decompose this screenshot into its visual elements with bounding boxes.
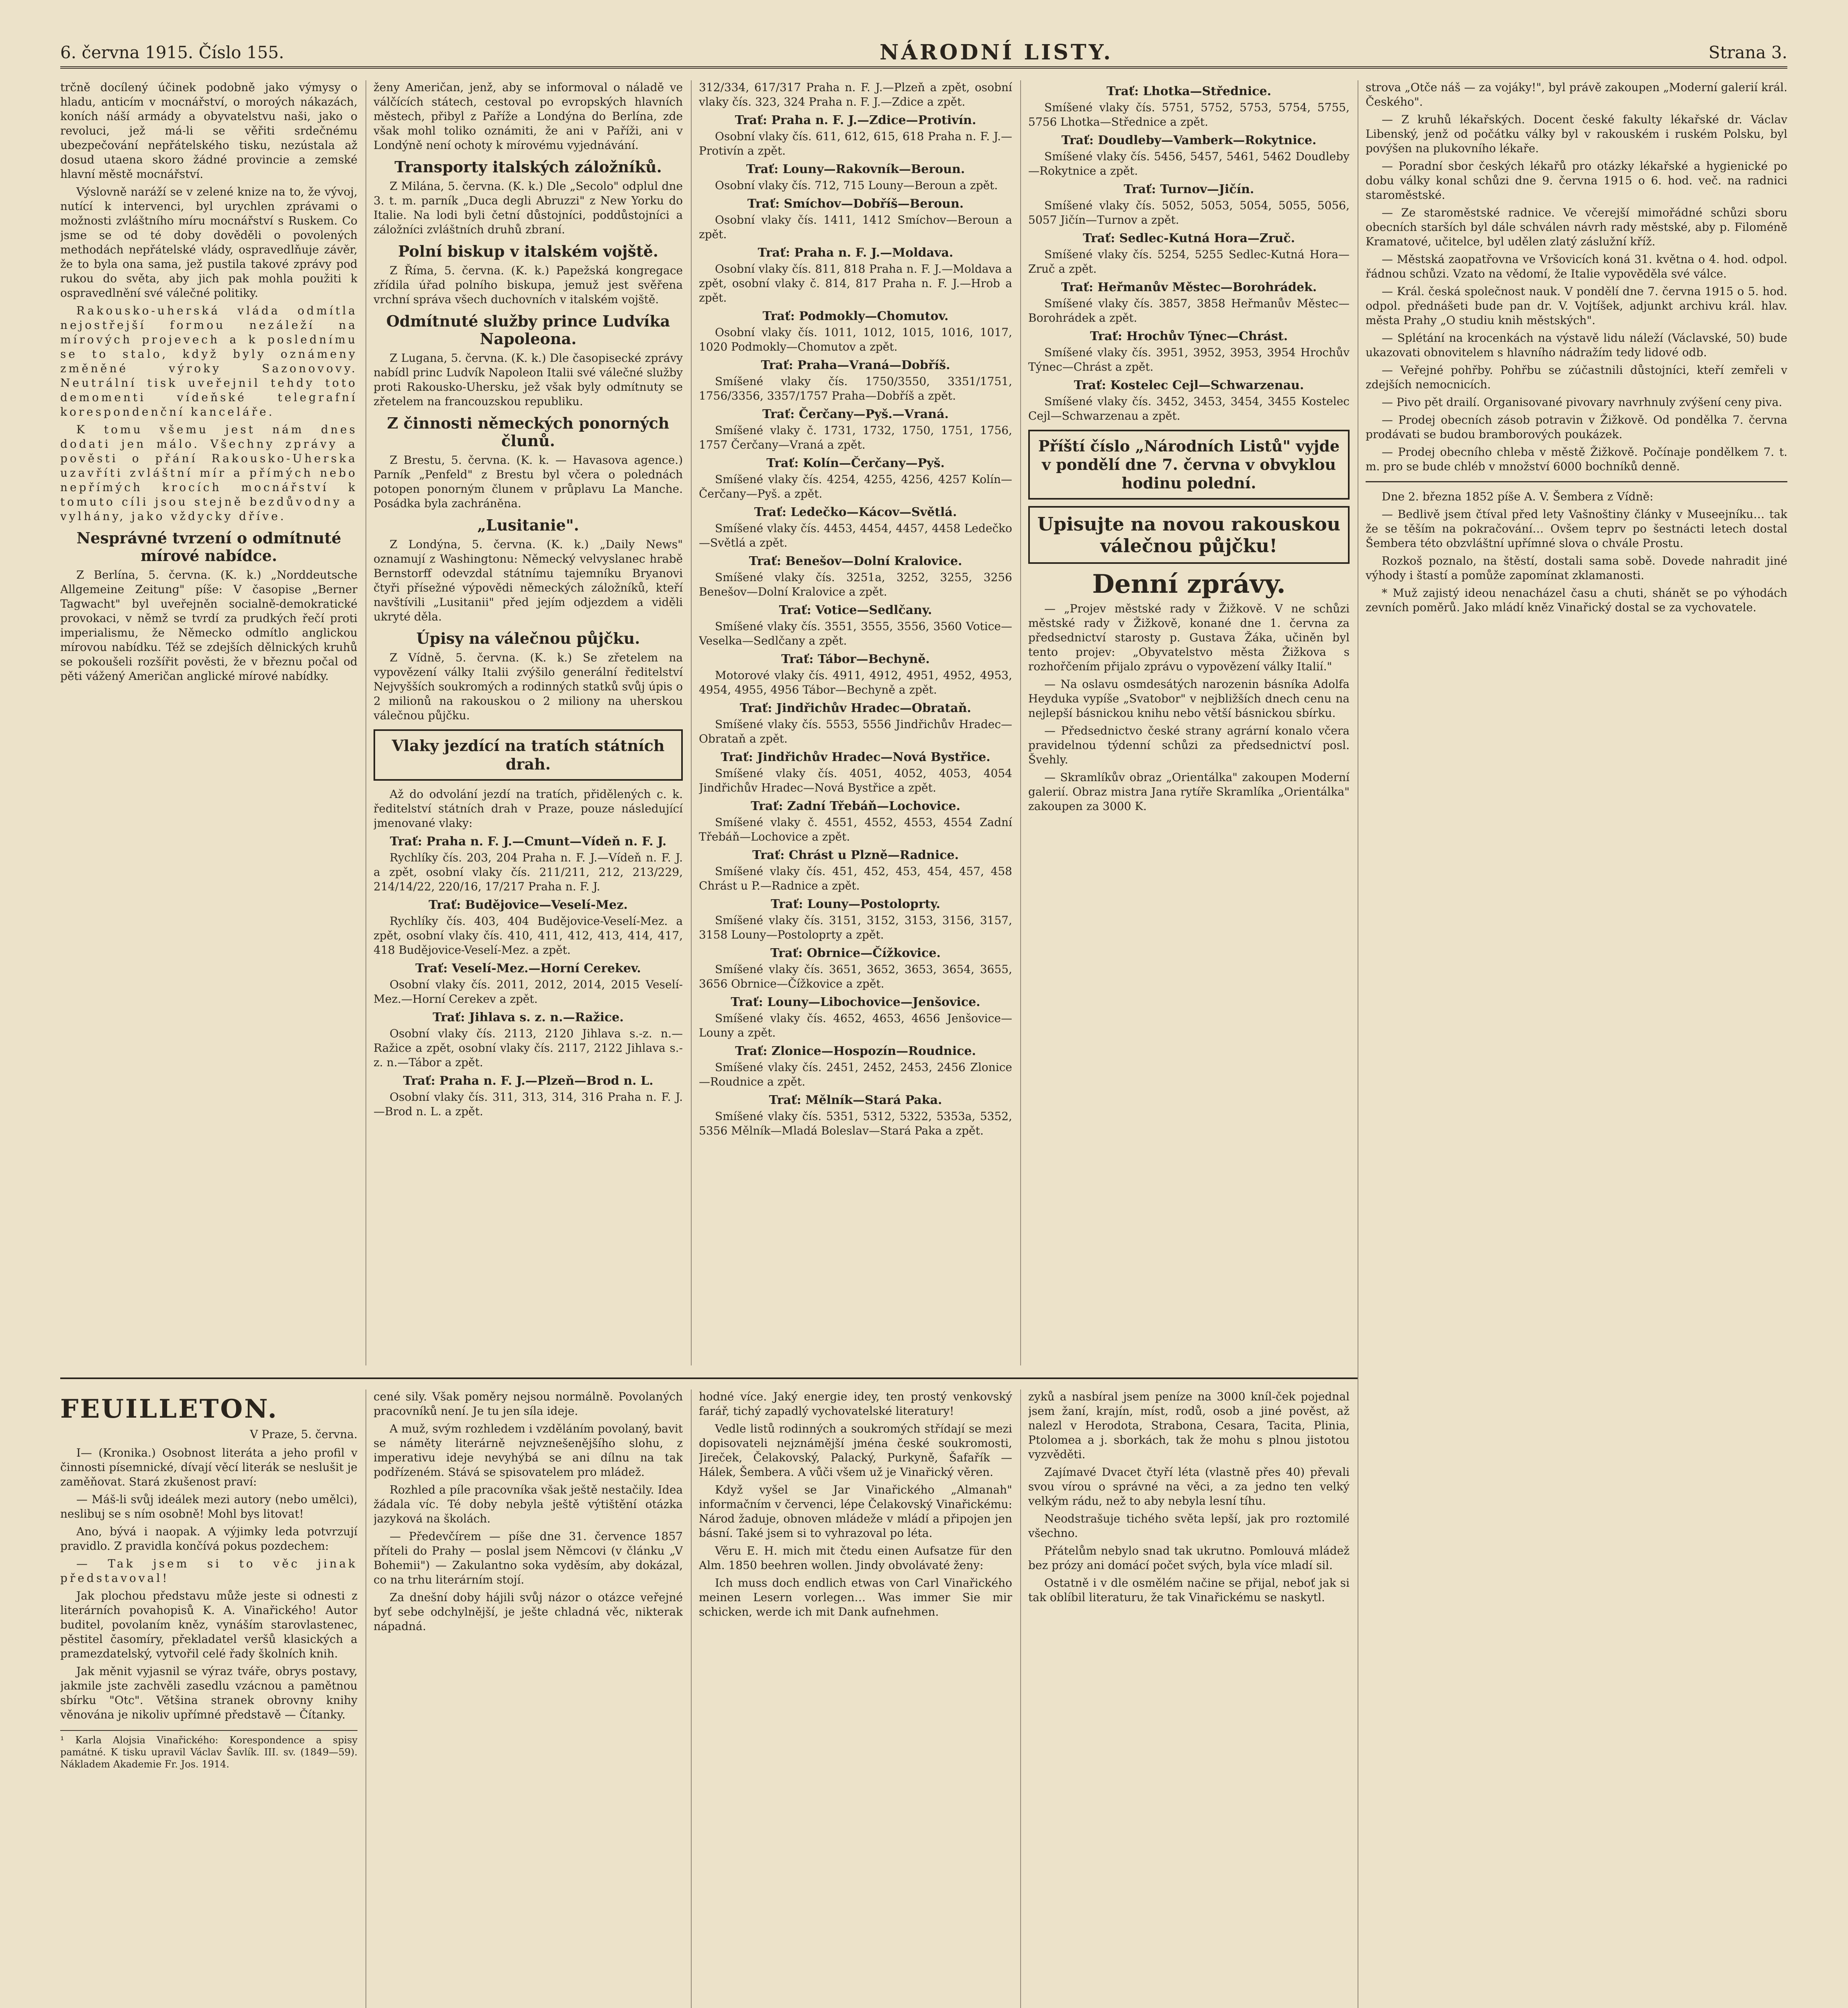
article-heading: Z činnosti německých ponorných člunů. — [387, 414, 670, 450]
route-text: Smíšené vlaky čís. 3857, 3858 Heřmanův Městec—Borohrádek a zpět. — [1028, 297, 1350, 324]
route-text: Smíšené vlaky čís. 4652, 4653, 4656 Jenšovice—Louny a zpět. — [699, 1012, 1012, 1039]
paragraph: cené sily. Však poměry nejsou normálně. Povolaných pracovníků není. Je tu jen síla ideje. — [374, 1390, 683, 1418]
feuilleton-column-2 — [374, 1390, 683, 2008]
paragraph: I— (Kronika.) Osobnost literáta a jeho profil v činnosti písemnické, dívají věcí literák se neslušit je zaměňovat. Stará zkušenost praví: — [60, 1446, 357, 1488]
route-heading: Trať: Smíchov—Dobříš—Beroun. — [747, 197, 964, 211]
paragraph: Z Lugana, 5. června. (K. k.) Dle časopisecké zprávy nabídl princ Ludvík Napoleon Italii své válečné služby proti Rakousko-Uhersku, jež však byly odmítnuty se zřetelem na francouzskou republiku. — [374, 351, 683, 408]
paragraph: Z Říma, 5. června. (K. k.) Papežská kongregace zřídila úřad polního biskupa, jemuž jest svěřena vrchní správa všech duchovních v italském vojště. — [374, 264, 683, 306]
route-text: Smíšené vlaky čís. 5052, 5053, 5054, 5055, 5056, 5057 Jičín—Turnov a zpět. — [1028, 199, 1350, 227]
paragraph: Rozkoš poznalo, na štěstí, dostali sama sobě. Dovede nahradit jiné výhody i štastí a pomůže zapomínat zklamanosti. — [1366, 554, 1787, 582]
page-header — [60, 38, 1787, 69]
paragraph: Rakousko-uherská vláda odmítla nejostřejší formou nezáleží na mírových projevech a k poslednímu se to stalo, když byly oznámeny změněné výroky Sazonovovy. Neutrální tisk uveřejnil tehdy toto demomenti vídeňské telegrafní korespondenční kanceláře. — [60, 304, 357, 418]
route-heading: Trať: Doudleby—Vamberk—Rokytnice. — [1061, 133, 1317, 147]
column-divider — [691, 80, 692, 1365]
route-text: Smíšené vlaky čís. 3951, 3952, 3953, 3954 Hrochův Týnec—Chrást a zpět. — [1028, 346, 1350, 373]
paragraph: — Skramlíkův obraz „Orientálka" zakoupen Moderní galerií. Obraz mistra Jana rytíře Skramlíka „Orientálka" zakoupen za 3000 K. — [1028, 771, 1350, 813]
route-text: Smíšené vlaky č. 1731, 1732, 1750, 1751, 1756, 1757 Čerčany—Vraná a zpět. — [699, 424, 1012, 451]
route-text: Osobní vlaky čís. 1011, 1012, 1015, 1016, 1017, 1020 Podmokly—Chomutov a zpět. — [699, 326, 1012, 353]
paragraph: hodné více. Jaký energie idey, ten prostý venkovský farář, tichý zapadlý vychovatelské literatury! — [699, 1390, 1012, 1418]
route-text: Osobní vlaky čís. 712, 715 Louny—Beroun a zpět. — [715, 179, 998, 192]
route-text: Smíšené vlaky čís. 3551, 3555, 3556, 3560 Votice—Veselka—Sedlčany a zpět. — [699, 620, 1012, 647]
paragraph: — Tak jsem si to věc jinak představoval! — [60, 1557, 357, 1585]
feuilleton-column-1 — [60, 1390, 357, 2008]
paragraph: — Předevčírem — píše dne 31. července 1857 příteli do Prahy — poslal jsem Němcovi (v článku „V Bohemii") — Zakulantno soka vyděsím, aby dokázal, co na trhu literárním stojí. — [374, 1530, 683, 1586]
paragraph: — Prodej obecních zásob potravin v Žižkově. Od pondělka 7. června prodávati se budou bramborových poukázek. — [1366, 413, 1787, 441]
paragraph: K tomu všemu jest nám dnes dodati jen málo. Všechny zprávy a pověsti o přání Rakousko-Uherska uzavříti zvláštní mír a přímých nebo nepřímých krocích mocnářství k tomuto cíli jsou stejně bezdůvodny a vylhány, jako vždycky dříve. — [60, 423, 357, 523]
route-heading: Trať: Obrnice—Čížkovice. — [770, 946, 941, 960]
feuilleton-dateline: V Praze, 5. června. — [250, 1428, 357, 1441]
route-text: Smíšené vlaky č. 4551, 4552, 4553, 4554 Zadní Třebáň—Lochovice a zpět. — [699, 816, 1012, 843]
paragraph: Rozhled a píle pracovníka však ještě nestačily. Idea žádala víc. Té doby nebyla ještě výtištění otázka jazyková na školách. — [374, 1483, 683, 1525]
article-heading: Polní biskup v italském vojště. — [398, 242, 658, 260]
route-text: Smíšené vlaky čís. 5351, 5312, 5322, 5353a, 5352, 5356 Mělník—Mladá Boleslav—Stará Paka a zpět. — [699, 1110, 1012, 1137]
route-heading: Trať: Zadní Třebáň—Lochovice. — [751, 799, 960, 813]
route-heading: Trať: Turnov—Jičín. — [1123, 182, 1254, 196]
route-heading: Trať: Ledečko—Kácov—Světlá. — [754, 505, 957, 519]
next-issue-notice: Příští číslo „Národních Listů" vyjde v pondělí dne 7. června v obvyklou hodinu polední. — [1028, 430, 1350, 500]
route-heading: Trať: Jindřichův Hradec—Obrataň. — [740, 701, 971, 715]
section-title-daily-news: Denní zprávy. — [1092, 569, 1286, 599]
route-heading: Trať: Sedlec-Kutná Hora—Zruč. — [1082, 231, 1295, 245]
paragraph: Jak měnit vyjasnil se výraz tváře, obrys postavy, jakmile jste zachvěli zasedlu vzácnou a pamětnou sbírku "Otc". Většina stranek obrovny knihy věnována je nikoliv upřímné představě — Čítanky. — [60, 1665, 357, 1721]
route-heading: Trať: Praha—Vraná—Dobříš. — [761, 358, 950, 372]
route-heading: Trať: Praha n. F. J.—Zdice—Protivín. — [735, 113, 976, 127]
route-text: Smíšené vlaky čís. 4453, 4454, 4457, 4458 Ledečko—Světlá a zpět. — [699, 522, 1012, 549]
route-text: Smíšené vlaky čís. 3151, 3152, 3153, 3156, 3157, 3158 Louny—Postoloprty a zpět. — [699, 914, 1012, 941]
route-text: Smíšené vlaky čís. 5456, 5457, 5461, 5462 Doudleby—Rokytnice a zpět. — [1028, 150, 1350, 178]
paragraph: — Ze staroměstské radnice. Ve včerejší mimořádné schůzi sboru obecních starších byl dále schválen návrh rady městské, aby p. Filoméně Kramatové, učitelce, byl udělen zlatý záslužní kříž. — [1366, 206, 1787, 248]
paragraph: trčně docílený účinek podobně jako výmysy o hladu, anticím v mocnářství, o moroých nákazách, koních náší armády a obyvatelstvu naši, jako o revoluci, jež má-li se věřiti srdečnému ubezpečování nepřátelského tisku, nezústala až dosud utaena skoro žádné provincie a zemské hlavní městě mocnářství. — [60, 81, 357, 181]
article-heading: Transporty italských záložníků. — [394, 158, 662, 176]
paragraph: Vedle listů rodinných a soukromých střídají se mezi dopisovateli nejznámější jména české soukromosti, Jireček, Čelakovský, Palacký, Purkyně, Šafařík — Hálek, Šembera. A vůči všem už je Vinařický věren. — [699, 1422, 1012, 1479]
paragraph: — Veřejné pohřby. Pohřbu se zúčastnili důstojníci, kteří zemřeli v zdejších nemocnicích. — [1366, 363, 1787, 391]
column-divider — [691, 1390, 692, 2008]
paragraph: Dne 2. března 1852 píše A. V. Šembera z Vídně: — [1382, 490, 1654, 503]
article-heading: Nesprávné tvrzení o odmítnuté mírové nabídce. — [76, 529, 341, 565]
route-text: Osobní vlaky čís. 2113, 2120 Jihlava s.-z. n.—Ražice a zpět, osobní vlaky čís. 2117, 2122 Jihlava s.-z. n.—Tábor a zpět. — [374, 1027, 683, 1069]
route-heading: Trať: Jindřichův Hradec—Nová Bystřice. — [721, 750, 990, 764]
war-loan-appeal: Upisujte na novou rakouskou válečnou půjčku! — [1028, 506, 1350, 564]
column-divider — [1020, 80, 1021, 1365]
route-text: Smíšené vlaky čís. 5553, 5556 Jindřichův Hradec—Obrataň a zpět. — [699, 718, 1012, 745]
route-text: 312/334, 617/317 Praha n. F. J.—Plzeň a zpět, osobní vlaky čís. 323, 324 Praha n. F. J.—Zdice a zpět. — [699, 81, 1012, 108]
paragraph: zyků a nasbíral jsem peníze na 3000 kníl-ček pojednal jsem žaní, krajín, míst, rodů, osob a jiné pověst, až nalezl v Herodota, Strabona, Cesara, Tacita, Plinia, Ptolomea a j. sborkách, tak že mohu s plnou jistotou vyzvěděti. — [1028, 1390, 1350, 1461]
paragraph: Až do odvolání jezdí na tratích, přidělených c. k. ředitelství státních drah v Praze, pouze následující jmenované vlaky: — [374, 788, 683, 830]
paragraph: Jak plochou představu může jeste si odnesti z literárních povahopisů K. A. Vinařického! Autor buditel, povolaním kněz, vynáším starovlastenec, pěstitel časomíry, překladatel veršů klasických a pramezdatelský, vytvořil celé řady školních knih. — [60, 1589, 357, 1660]
column-divider — [1020, 1390, 1021, 2008]
paragraph: Neodstrašuje tichého světa lepší, jak pro roztomilé všechno. — [1028, 1512, 1350, 1540]
column-4 — [1028, 80, 1350, 1365]
route-text: Smíšené vlaky čís. 3452, 3453, 3454, 3455 Kostelec Cejl—Schwarzenau a zpět. — [1028, 395, 1350, 422]
route-text: Smíšené vlaky čís. 1750/3550, 3351/1751, 1756/3356, 3357/1757 Praha—Dobříš a zpět. — [699, 375, 1012, 402]
footnote: ¹ Karla Alojsia Vinařického: Korespondence a spisy památné. K tisku upravil Václav Šavlík. III. sv. (1849—59). Nákladem Akademie Fr. Jos. 1914. — [60, 1730, 357, 1770]
route-heading: Trať: Zlonice—Hospozín—Roudnice. — [735, 1044, 976, 1058]
paragraph: Zajímavé Dvacet čtyří léta (vlastně přes 40) převali svou vírou o správné na věci, a za jedno ten velký velkým rádu, než to aby nebyla lesní tíhu. — [1028, 1465, 1350, 1508]
route-text: Motorové vlaky čís. 4911, 4912, 4951, 4952, 4953, 4954, 4955, 4956 Tábor—Bechyně a zpět. — [699, 669, 1012, 696]
route-heading: Trať: Votice—Sedlčany. — [779, 603, 932, 617]
paragraph: Z Milána, 5. června. (K. k.) Dle „Secolo" odplul dne 3. t. m. parník „Duca degli Abruzzi" z New Yorku do Italie. Na lodi byli četní důstojníci, poddůstojníci a záložníci zvláštních druhů zbraní. — [374, 180, 683, 236]
paragraph: — Městská zaopatřovna ve Vršovicích koná 31. května o 4. hod. odpol. řádnou schůzi. Vzato na vědomí, že Italie vypověděla své válce. — [1366, 253, 1787, 280]
route-text: Smíšené vlaky čís. 4051, 4052, 4053, 4054 Jindřichův Hradec—Nová Bystřice a zpět. — [699, 767, 1012, 794]
route-text: Osobní vlaky čís. 611, 612, 615, 618 Praha n. F. J.—Protivín a zpět. — [699, 130, 1012, 157]
route-text: Smíšené vlaky čís. 2451, 2452, 2453, 2456 Zlonice—Roudnice a zpět. — [699, 1061, 1012, 1088]
route-text: Osobní vlaky čís. 811, 818 Praha n. F. J.—Moldava a zpět, osobní vlaky č. 814, 817 Praha n. F. J.—Hrob a zpět. — [699, 262, 1012, 304]
route-heading: Trať: Louny—Rakovník—Beroun. — [746, 162, 965, 176]
paragraph: — Splétání na krocenkách na výstavě lidu náleží (Václavské, 50) bude ukazovati obnovitelem s hlavního nádražím tedy lidové odb. — [1366, 331, 1787, 359]
route-heading: Trať: Mělník—Stará Paka. — [769, 1093, 942, 1107]
section-divider — [1366, 481, 1787, 482]
feuilleton-column-3 — [699, 1390, 1012, 2008]
paragraph: — Z kruhů lékařských. Docent české fakulty lékařské dr. Václav Libenský, jenž od počátku války byl v rakouském i ruském Polsku, byl povýšen na plukovního lékaře. — [1366, 113, 1787, 155]
paragraph: Z Londýna, 5. června. (K. k.) „Daily News" oznamují z Washingtonu: Německý velvyslanec hrabě Bernstorff odevzdal státnímu tajemníku Bryanovi čtyři přísežné výpovědi německých záložníků, kteří navštívili „Lusitanii" před jejím odjezdem a viděli ukryté děla. — [374, 538, 683, 623]
route-heading: Trať: Praha n. F. J.—Moldava. — [758, 246, 954, 260]
column-1 — [60, 80, 357, 1365]
route-text: Osobní vlaky čís. 311, 313, 314, 316 Praha n. F. J.—Brod n. L. a zpět. — [374, 1090, 683, 1118]
route-heading: Trať: Čerčany—Pyš.—Vraná. — [762, 407, 949, 421]
route-heading: Trať: Tábor—Bechyně. — [781, 652, 930, 666]
feuilleton-title: FEUILLETON. — [60, 1394, 278, 1424]
route-text: Rychlíky čís. 203, 204 Praha n. F. J.—Vídeň n. F. J. a zpět, osobní vlaky čís. 211/211, 212, 213/229, 214/14/22, 220/16, 17/217 Praha n. F. J. — [374, 851, 683, 893]
column-5 — [1366, 80, 1787, 2008]
page-number: Strana 3. — [1708, 42, 1787, 62]
route-heading: Trať: Chrást u Plzně—Radnice. — [752, 848, 959, 862]
route-heading: Trať: Kolín—Čerčany—Pyš. — [766, 456, 945, 470]
paragraph: Z Berlína, 5. června. (K. k.) „Norddeutsche Allgemeine Zeitung" píše: V časopise „Berner Tagwacht" byl uveřejněn socialně-demokratické provokaci, v němž se tvrdí za prudkých řečí proti imperialismu, že Německo odmítlo anglickou mírovou nabídku. Též se zdejších dělnických kruhů se pokoušeli rozšířit pověsti, že v březnu počal od pěti vážený Američan anglické mírové nabídky. — [60, 568, 357, 683]
paragraph: — Poradní sbor českých lékařů pro otázky lékařské a hygienické po dobu války konal schůzi dne 9. června 1915 o 6. hod. več. na radnici staroměstské. — [1366, 159, 1787, 202]
paragraph: Ano, bývá i naopak. A výjimky leda potvrzují pravidlo. Z pravidla končívá pokus pozdechem: — [60, 1525, 357, 1553]
issue-date: 6. června 1915. Číslo 155. — [60, 42, 284, 62]
paragraph: Ich muss doch endlich etwas von Carl Vinařického meinen Lesern vorlegen… Was immer Sie mir schicken, werde ich mit Dank aufnehmen. — [699, 1576, 1012, 1618]
article-heading: Odmítnuté služby prince Ludvíka Napoleona. — [386, 312, 670, 348]
route-heading: Trať: Louny—Libochovice—Jenšovice. — [731, 995, 980, 1009]
feuilleton-divider — [60, 1377, 1358, 1379]
route-text: Osobní vlaky čís. 2011, 2012, 2014, 2015 Veselí-Mez.—Horní Cerekev a zpět. — [374, 978, 683, 1006]
article-heading: Úpisy na válečnou půjčku. — [416, 629, 640, 647]
route-heading: Trať: Podmokly—Chomutov. — [762, 309, 949, 323]
paragraph: strova „Otče náš — za vojáky!", byl právě zakoupen „Moderní galerií král. Českého". — [1366, 81, 1787, 108]
paragraph: Když vyšel se Jar Vinařického „Almanah" informačním v červenci, lépe Čelakovský Vinařickému: Národ žaduje, obnoven mládeže v mládí a připojen jen básní. Také jsem si to vyhrazoval po léta. — [699, 1483, 1012, 1540]
article-heading: „Lusitanie". — [477, 516, 579, 534]
paragraph: Věru E. H. mich mit čtedu einen Aufsatze für den Alm. 1850 beehren wollen. Jindy obvolávaté ženy: — [699, 1544, 1012, 1572]
paragraph: — „Projev městské rady v Žižkově. V ne schůzi městské rady v Žižkově, konané dne 1. června za předsednictví starosty p. Gustava Žáka, učiněn byl tento projev: „Obyvatelstvo města Žižkova s rozhořčením přijalo zprávu o vypovězení války Italií." — [1028, 602, 1350, 673]
route-heading: Trať: Kostelec Cejl—Schwarzenau. — [1074, 378, 1304, 392]
route-heading: Trať: Jihlava s. z. n.—Ražice. — [433, 1010, 624, 1024]
route-text: Smíšené vlaky čís. 4254, 4255, 4256, 4257 Kolín—Čerčany—Pyš. a zpět. — [699, 473, 1012, 500]
paragraph: ženy Američan, jenž, aby se informoval o náladě ve válčících státech, cestoval po evropských hlavních městech, přibyl z Paříže a Londýna do Berlína, zde však mohl toliko oznámiti, že ani v Paříži, ani v Londýně není ochoty k mírovému vyjednávání. — [374, 81, 683, 152]
paragraph: * Muž zajistý ideou nenacházel času a chuti, shánět se po výhodách zevních poměrů. Jako mládí kněz Vinařický dostal se za vychovatele. — [1366, 586, 1787, 614]
column-2 — [374, 80, 683, 1365]
route-text: Osobní vlaky čís. 1411, 1412 Smíchov—Beroun a zpět. — [699, 213, 1012, 241]
paragraph: Z Vídně, 5. června. (K. k.) Se zřetelem na vypovězení války Italii zvýšilo generální ředitelství Nejvyšších soukromých a rodinných statků svůj úpis o 2 milionů na rakouskou o 2 miliony na uherskou válečnou půjčku. — [374, 651, 683, 722]
feuilleton-column-4 — [1028, 1390, 1350, 2008]
paragraph: — Na oslavu osmdesátých narozenin básníka Adolfa Heyduka vypíše „Svatobor" v nejbližších dnech cenu na nejlepší básnickou knihu nebo větší básnickou sbírku. — [1028, 677, 1350, 720]
paragraph: Za dnešní doby hájili svůj názor o otázce veřejné byť sebe odchylnější, je ješte chladná věc, nikterak nápadná. — [374, 1591, 683, 1633]
route-heading: Trať: Benešov—Dolní Kralovice. — [749, 554, 962, 568]
route-text: Smíšené vlaky čís. 3251a, 3252, 3255, 3256 Benešov—Dolní Kralovice a zpět. — [699, 571, 1012, 598]
route-heading: Trať: Veselí-Mez.—Horní Cerekev. — [415, 961, 641, 975]
paragraph: — Bedlivě jsem čtíval před lety Vašnoštiny články v Museejníku… tak že se těším na pokračování… Ovšem teprv po šestnácti letech dostal Šembera této obzvláštní upřímné slova o chvále Prostu. — [1366, 508, 1787, 550]
paragraph: — Král. česká společnost nauk. V pondělí dne 7. června 1915 o 5. hod. odpol. přednášeti bude pan dr. V. Vojtíšek, adjunkt archivu král. hlav. města Prahy „O studiu knih městských". — [1366, 285, 1787, 327]
paragraph: Ostatně i v dle osmělém načine se přijal, neboť jak si tak oblíbil literaturu, že tak Vinařickému se naskytl. — [1028, 1576, 1350, 1604]
column-3 — [699, 80, 1012, 1365]
paragraph: Výslovně naráží se v zelené knize na to, že vývoj, nutící k intervenci, byl urychlen zprávami o možnosti zvláštního míru mocnářství s Ruskem. Co jsme se od té doby dověděli o povolených methodách nepřátelské vlády, ospravedlňuje závěr, že to byla ona sama, jež pustila takové zprávy pod rukou do světa, aby jich pak mohla použiti k ospravedlnění své válečné politiky. — [60, 185, 357, 300]
route-text: Smíšené vlaky čís. 3651, 3652, 3653, 3654, 3655, 3656 Obrnice—Čížkovice a zpět. — [699, 963, 1012, 990]
route-heading: Trať: Louny—Postoloprty. — [771, 897, 940, 911]
railway-notice-heading: Vlaky jezdící na tratích státních drah. — [374, 729, 683, 781]
masthead-title: NÁRODNÍ LISTY. — [879, 40, 1113, 65]
paragraph: — Předsednictvo české strany agrární konalo včera pravidelnou týdenní schůzi za předsednictví posl. Švehly. — [1028, 724, 1350, 766]
route-heading: Trať: Budějovice—Veselí-Mez. — [429, 898, 628, 912]
paragraph: A muž, svým rozhledem i vzděláním povolaný, bavit se náměty literárně nejvznešenějšího slohu, z imperativu ideje nevyhýbá se ani dílnu na tak podřízeném. Stává se spisovatelem pro mládež. — [374, 1422, 683, 1479]
route-heading: Trať: Hrochův Týnec—Chrást. — [1090, 329, 1288, 343]
paragraph: Z Brestu, 5. června. (K. k. — Havasova agence.) Parník „Penfeld" z Brestu byl včera o polednách potopen ponorným člunem v průplavu La Manche. Posádka byla zachráněna. — [374, 453, 683, 510]
route-text: Smíšené vlaky čís. 451, 452, 453, 454, 457, 458 Chrást u P.—Radnice a zpět. — [699, 865, 1012, 892]
paragraph: Přátelům nebylo snad tak ukrutno. Pomlouvá mládež bez prózy ani domácí počet svých, byla více mladí sil. — [1028, 1544, 1350, 1572]
route-heading: Trať: Praha n. F. J.—Plzeň—Brod n. L. — [403, 1074, 653, 1088]
route-text: Smíšené vlaky čís. 5254, 5255 Sedlec-Kutná Hora—Zruč a zpět. — [1028, 248, 1350, 275]
route-text: Rychlíky čís. 403, 404 Budějovice-Veselí-Mez. a zpět, osobní vlaky čís. 410, 411, 412, 413, 414, 417, 418 Budějovice-Veselí-Mez. a zpět. — [374, 914, 683, 957]
paragraph: — Prodej obecního chleba v městě Žižkově. Počínaje pondělkem 7. t. m. pro se bude chléb v množství 6000 bochníků denně. — [1366, 445, 1787, 473]
paragraph: — Pivo pět drailí. Organisované pivovary navrhnuly zvýšení ceny piva. — [1382, 396, 1783, 409]
route-heading: Trať: Praha n. F. J.—Cmunt—Vídeň n. F. J. — [390, 835, 667, 849]
route-heading: Trať: Heřmanův Městec—Borohrádek. — [1061, 280, 1317, 294]
route-heading: Trať: Lhotka—Střednice. — [1106, 84, 1272, 98]
route-text: Smíšené vlaky čís. 5751, 5752, 5753, 5754, 5755, 5756 Lhotka—Střednice a zpět. — [1028, 101, 1350, 129]
paragraph: — Máš-li svůj ideálek mezi autory (nebo umělci), neslibuj se s ním osobně! Mohl bys litovat! — [60, 1493, 357, 1520]
